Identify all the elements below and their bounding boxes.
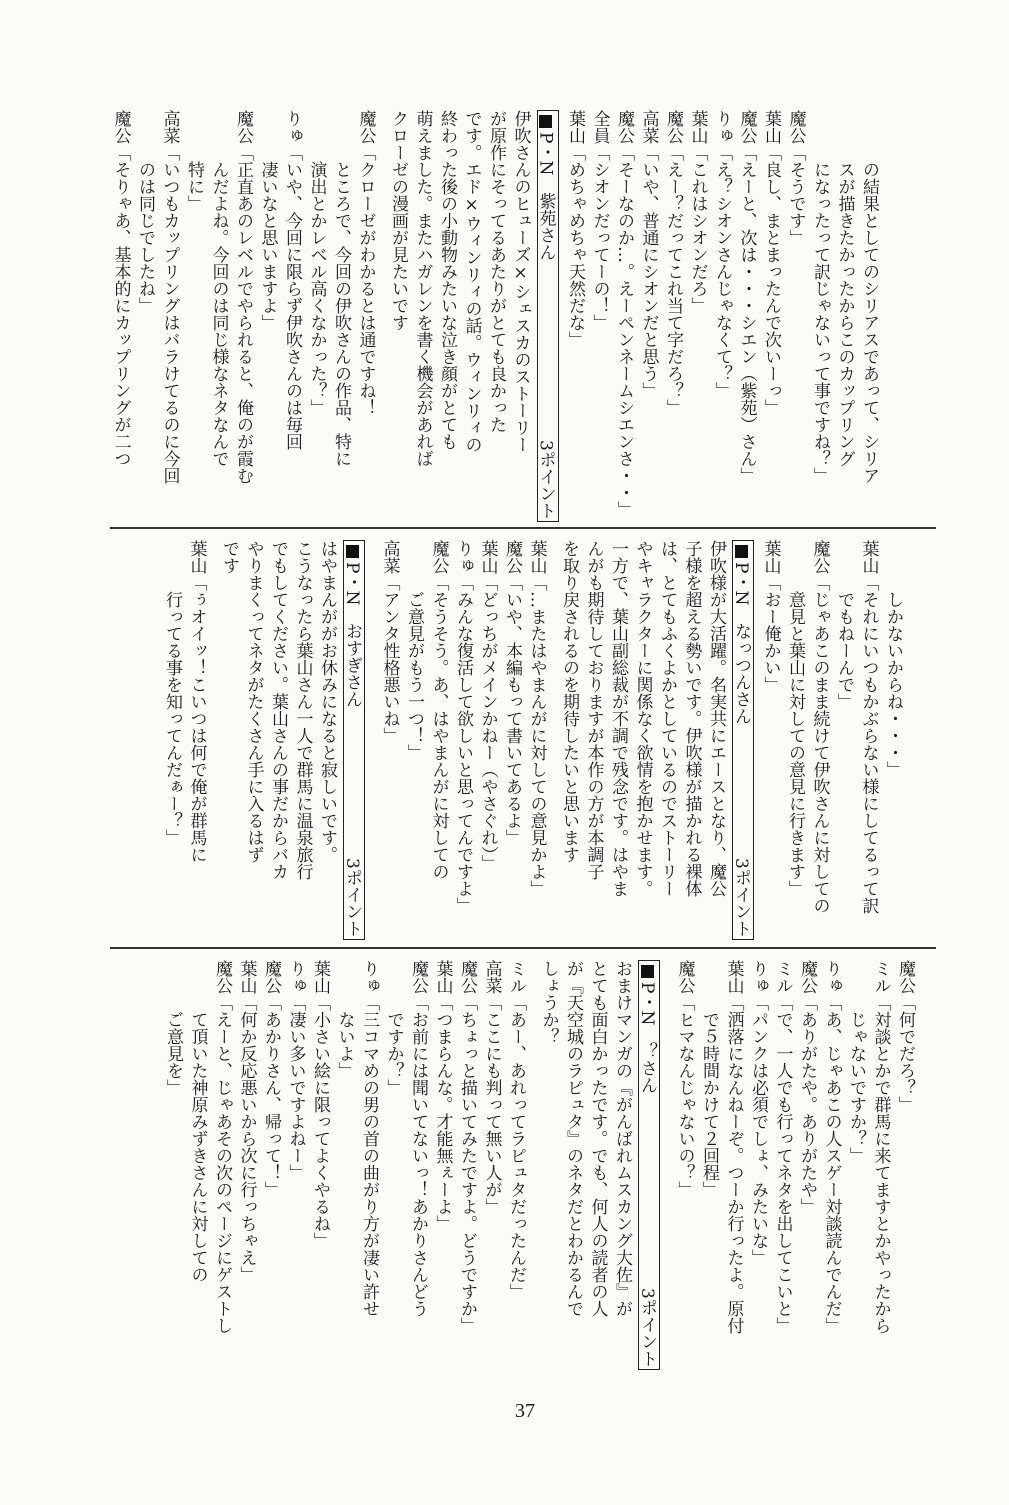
speaker-name: りゅ: [821, 960, 842, 994]
dialogue-text: 「めちゃめちゃ天然だな」: [565, 144, 585, 348]
speaker-name: 魔公: [457, 960, 477, 994]
lower-section: [161, 960, 918, 1370]
dialogue-line: [157, 110, 182, 522]
speaker-name: ミル: [506, 960, 526, 994]
dialogue-continuation: ご意見がもう一つ！」: [404, 591, 424, 761]
dialogue-text: 「え？シオンさんじゃなくて？」: [712, 144, 732, 399]
dialogue-continuation: 意見と葉山に対しての意見に行きます」: [785, 591, 805, 897]
spacer: [549, 540, 557, 940]
dialogue-line: [426, 540, 451, 940]
dialogue-line: [280, 110, 305, 522]
dialogue-line: [672, 960, 697, 1370]
dialogue-text: 「これはシオンだろ」: [687, 144, 708, 314]
dialogue-continuation: になったって訳じゃないって事ですね？」: [810, 161, 830, 484]
speaker-name: 魔公: [663, 110, 683, 144]
dialogue-continuation: 行ってる事を知ってんだぁー？」: [162, 591, 182, 846]
dialogue-text: 「小さい絵に限ってよくやるね」: [310, 994, 330, 1249]
speaker-name: りゅ: [285, 960, 306, 994]
page-number: 37: [515, 1400, 535, 1422]
dialogue-text: 「あ、じゃあこの人スゲー対談読んでんだ」: [821, 994, 842, 1334]
speaker-name: 魔公: [212, 960, 232, 994]
speaker-name: ミル: [772, 960, 793, 994]
speaker-name: 葉山: [526, 540, 547, 574]
speaker-name: 魔公: [809, 540, 830, 574]
speaker-name: 葉山: [565, 110, 585, 144]
dialogue-continuation: スが描きたかったからこのカップリング: [834, 161, 855, 467]
speaker-name: 魔公: [261, 960, 281, 994]
speaker-name: 高菜: [379, 540, 400, 574]
dialogue-line: [231, 110, 256, 522]
dialogue-text: 「そーなのか…。えーペンネームシエンさ・・」: [614, 144, 634, 518]
dialogue-text: 「クローゼがわかるとは通ですね！: [355, 144, 376, 416]
speaker-name: 葉山: [723, 960, 744, 994]
section-divider: [110, 527, 936, 529]
letter-text: 終わった後の小動物みたいな泣き顔がとても: [437, 110, 457, 450]
dialogue-line: [308, 960, 333, 1370]
dialogue-text: 「いや、普通にシオンだと思う」: [638, 144, 659, 399]
letter-text: 子様を超える勢いです。伊吹様が描かれる裸体: [681, 540, 702, 897]
dialogue-text: 「ここにも判って無い人が」: [481, 994, 502, 1215]
dialogue-text: 「何か反応悪いから次に行っちゃえ」: [236, 994, 257, 1283]
spacer: [209, 540, 217, 940]
dialogue-text: 「えーと、次は・・・シエン（紫苑）さん」: [736, 144, 757, 484]
speaker-name: 魔公: [110, 110, 131, 144]
dialogue-line: [283, 960, 308, 1370]
letter-text: とても面白かったです。でも、何人の読者の人: [587, 960, 608, 1317]
dialogue-text: 「みんな復活して欲しいと思ってんですよ」: [453, 574, 473, 914]
speaker-name: 魔公: [355, 110, 376, 144]
dialogue-line: [455, 960, 480, 1370]
dialogue-line: [357, 960, 382, 1370]
dialogue-text: 「パンクは必須でしょ、みたいな」: [748, 994, 768, 1266]
letter-text: が『天空城のラピュタ』のネタだとわかるんで: [563, 960, 583, 1317]
dialogue-line: [770, 960, 795, 1370]
square-bullet-icon: [735, 545, 748, 558]
letter-text: を取り戻されるのを期待したいと思います: [559, 540, 579, 863]
points-label: 3ポイント: [731, 858, 751, 937]
speaker-name: 葉山: [236, 960, 257, 994]
dialogue-line: [210, 960, 235, 1370]
dialogue-text: 「いや、本編もって書いてあるよ」: [502, 574, 522, 846]
dialogue-line: [758, 540, 783, 940]
upper-section: [108, 110, 881, 522]
letter-text: こうなったら葉山さん一人で群馬に温泉旅行: [292, 540, 313, 880]
speaker-name: りゅ: [282, 110, 302, 144]
letter-text: やりまくってネタがたくさん手に入るはず: [243, 540, 264, 863]
dialogue-text: 「それにいつもかぶらない様にしてるって訳: [858, 574, 879, 914]
letter-text: は、とてもふくよかとしているのでストーリー: [657, 540, 677, 897]
letter-text: 一方で、葉山副総裁が不調で残念です。はやま: [608, 540, 628, 897]
letter-text: んがも期待しておりますが本作の方が本調子: [583, 540, 604, 880]
dialogue-line: [783, 110, 808, 522]
letter-text: 伊吹様が大活躍。名実共にエースとなり、魔公: [706, 540, 726, 897]
section-divider: [110, 947, 936, 949]
pen-name-header: [535, 113, 558, 261]
speaker-name: 葉山: [477, 540, 498, 574]
dialogue-continuation: 凄いなと思いますよ」: [257, 161, 278, 331]
dialogue-line: [685, 110, 710, 522]
dialogue-text: 「つまらんな。才能無ぇーよ」: [432, 994, 453, 1232]
dialogue-text: 「凄い多いですよねー」: [285, 994, 306, 1181]
dialogue-text: 「そうです」: [785, 144, 806, 246]
dialogue-text: 「お前には聞いてないっ！あかりさんどう: [408, 994, 428, 1317]
dialogue-line: [795, 960, 820, 1370]
dialogue-line: [377, 540, 402, 940]
points-label: 3ポイント: [535, 440, 556, 519]
letter-text: おまけマンガの『がんばれムスカング大佐』が: [612, 960, 632, 1317]
dialogue-continuation: しかないからね・・・」: [883, 591, 903, 778]
square-bullet-icon: [346, 545, 359, 558]
dialogue-text: 「いつもカップリングはバラけてるのに今回: [159, 144, 180, 484]
dialogue-text: 「対談とかで群馬に来てますとかやったから: [870, 994, 891, 1334]
dialogue-continuation: んだよね。今回のは同じ様なネタなんで: [208, 161, 229, 467]
dialogue-line: [184, 540, 209, 940]
spacer: [378, 110, 386, 522]
dialogue-text: 「あー、あれってラピュタだったんだ」: [506, 994, 526, 1300]
letter-text: が原作にそってるあたりがとても良かった: [486, 110, 506, 433]
dialogue-text: 「で、一人でも行ってネタを出してこいと」: [772, 994, 793, 1334]
pen-name: P・N 紫苑さん: [535, 132, 556, 261]
dialogue-line: [504, 960, 529, 1370]
speaker-name: 魔公: [428, 540, 449, 574]
points-label: 3ポイント: [342, 858, 362, 937]
dialogue-line: [893, 960, 918, 1370]
pen-name-box: [638, 960, 660, 1370]
dialogue-text: 「いや、今回に限らず伊吹さんのは毎回: [282, 144, 302, 450]
speaker-name: 高菜: [638, 110, 659, 144]
dialogue-text: 「あかりさん、帰って！」: [261, 994, 281, 1198]
speaker-name: ミル: [870, 960, 891, 994]
speaker-name: りゅ: [453, 540, 473, 574]
dialogue-text: 「そうそう。あ、はやまんがに対しての: [428, 574, 449, 880]
dialogue-text: 「えー？だってこれ当て字だろ？」: [663, 144, 683, 416]
pen-name-box: [537, 110, 559, 522]
speaker-name: 葉山: [310, 960, 330, 994]
square-bullet-icon: [641, 965, 654, 978]
dialogue-line: [721, 960, 746, 1370]
speaker-name: 葉山: [858, 540, 879, 574]
dialogue-line: [500, 540, 525, 940]
dialogue-continuation: の結果としてのシリアスであって、シリア: [859, 161, 879, 484]
speaker-name: 魔公: [797, 960, 817, 994]
dialogue-line: [234, 960, 259, 1370]
dialogue-line: [636, 110, 661, 522]
dialogue-text: 「ありがたや。ありがたや」: [797, 994, 817, 1215]
dialogue-line: [353, 110, 378, 522]
dialogue-line: [746, 960, 771, 1370]
dialogue-continuation: で５時間かけて２回程」: [699, 1011, 719, 1198]
dialogue-text: 「ぅオイッ！こいつは何で俺が群馬に: [186, 574, 207, 863]
dialogue-text: 「ちょっと描いてみたですよ。どうですか」: [457, 994, 477, 1334]
dialogue-line: [612, 110, 637, 522]
speaker-name: 魔公: [736, 110, 757, 144]
speaker-name: 魔公: [895, 960, 915, 994]
dialogue-continuation: のは同じでしたね」: [135, 161, 155, 314]
dialogue-line: [524, 540, 549, 940]
speaker-name: 葉山: [761, 110, 781, 144]
dialogue-line: [587, 110, 612, 522]
letter-text: です。エド×ウィンリィの話。ウィンリィの: [461, 110, 482, 453]
pen-name-header: [344, 543, 364, 707]
dialogue-text: 「何でだろ？」: [895, 994, 915, 1113]
dialogue-line: [406, 960, 431, 1370]
dialogue-line: [563, 110, 588, 522]
dialogue-line: [759, 110, 784, 522]
dialogue-continuation: 演出とかレベル高くなかった？」: [306, 161, 327, 416]
letter-text: でもしてください。葉山さんの事だからバカ: [268, 540, 288, 880]
letter-text: 萌えました。またハガレンを書く機会があれば: [412, 110, 433, 467]
dialogue-line: [819, 960, 844, 1370]
pen-name-header: [639, 963, 659, 1093]
dialogue-line: [451, 540, 476, 940]
points-label: 3ポイント: [637, 1288, 657, 1367]
speaker-name: 高菜: [159, 110, 180, 144]
speaker-name: 魔公: [233, 110, 253, 144]
letter-text: 伊吹さんのヒューズ×シェスカのストーリー: [510, 110, 531, 453]
speaker-name: 魔公: [502, 540, 522, 574]
speaker-name: りゅ: [712, 110, 732, 144]
dialogue-line: [430, 960, 455, 1370]
dialogue-line: [661, 110, 686, 522]
pen-name: P・N ？さん: [637, 982, 657, 1094]
spacer: [528, 960, 536, 1370]
dialogue-continuation: て頂いた神原みずきさんに対しての: [187, 1011, 208, 1283]
pen-name: P・N おすぎさん: [342, 562, 362, 708]
letter-text: です: [219, 540, 239, 574]
dialogue-text: 「そりゃあ、基本的にカップリングが二つ: [110, 144, 131, 467]
dialogue-text: 「三コマめの男の首の曲がり方が凄い許せ: [359, 994, 379, 1317]
dialogue-line: [108, 110, 133, 522]
dialogue-continuation: じゃないですか？」: [846, 1011, 866, 1164]
dialogue-text: 「ヒマなんじゃないの？」: [674, 994, 695, 1198]
dialogue-continuation: 特に」: [184, 161, 204, 212]
pen-name: P・N なっつんさん: [731, 562, 751, 725]
dialogue-text: 「良し、まとまったんで次いーっ」: [761, 144, 781, 416]
speaker-name: 葉山: [760, 540, 781, 574]
letter-text: やキャラクターに関係なく欲情を抱かせます。: [632, 540, 653, 897]
speaker-name: 魔公: [408, 960, 428, 994]
speaker-name: 魔公: [674, 960, 695, 994]
dialogue-continuation: ところで、今回の伊吹さんの作品、特に: [331, 161, 351, 467]
dialogue-line: [479, 960, 504, 1370]
speaker-name: 葉山: [432, 960, 453, 994]
speaker-name: りゅ: [359, 960, 379, 994]
dialogue-line: [856, 540, 881, 940]
speaker-name: 葉山: [186, 540, 207, 574]
spacer: [664, 960, 672, 1370]
speaker-name: 魔公: [785, 110, 806, 144]
letter-text: クローゼの漫画が見たいです: [388, 110, 408, 331]
pen-name-box: [732, 540, 754, 940]
square-bullet-icon: [539, 115, 552, 128]
speaker-name: りゅ: [748, 960, 768, 994]
dialogue-line: [475, 540, 500, 940]
dialogue-text: 「じゃあこのまま続けて伊吹さんに対しての: [809, 574, 830, 914]
dialogue-text: 「シオンだってーの！」: [589, 144, 610, 331]
dialogue-text: 「おー俺かい」: [760, 574, 781, 693]
dialogue-continuation: ですか？」: [383, 1011, 404, 1096]
letter-text: はやまんががお休みになると寂しいです。: [317, 540, 337, 863]
speaker-name: 高菜: [481, 960, 502, 994]
middle-section: [160, 540, 906, 940]
spacer: [369, 540, 377, 940]
dialogue-line: [868, 960, 893, 1370]
dialogue-text: 「えーと、じゃあその次のページにゲストし: [212, 994, 232, 1334]
dialogue-line: [259, 960, 284, 1370]
dialogue-continuation: ないよ」: [334, 1011, 355, 1079]
speaker-name: 魔公: [614, 110, 634, 144]
dialogue-text: 「正直あのレベルでやられると、俺のが霞む: [233, 144, 253, 484]
dialogue-line: [807, 540, 832, 940]
dialogue-text: 「どっちがメインかねー（やさぐれ）」: [477, 574, 498, 872]
dialogue-text: 「…またはやまんがに対しての意見かよ」: [526, 574, 547, 897]
dialogue-text: 「洒落になんねーぞ。つーか行ったよ。原付: [723, 994, 744, 1334]
pen-name-header: [733, 543, 753, 724]
dialogue-continuation: でもねーんで」: [834, 591, 854, 710]
letter-text: しょうか？: [538, 960, 559, 1045]
speaker-name: 全員: [589, 110, 610, 144]
dialogue-line: [710, 110, 735, 522]
dialogue-text: 「アンタ性格悪いね」: [379, 574, 400, 744]
speaker-name: 葉山: [687, 110, 708, 144]
pen-name-box: [343, 540, 365, 940]
dialogue-line: [734, 110, 759, 522]
dialogue-continuation: ご意見を」: [163, 1011, 183, 1096]
